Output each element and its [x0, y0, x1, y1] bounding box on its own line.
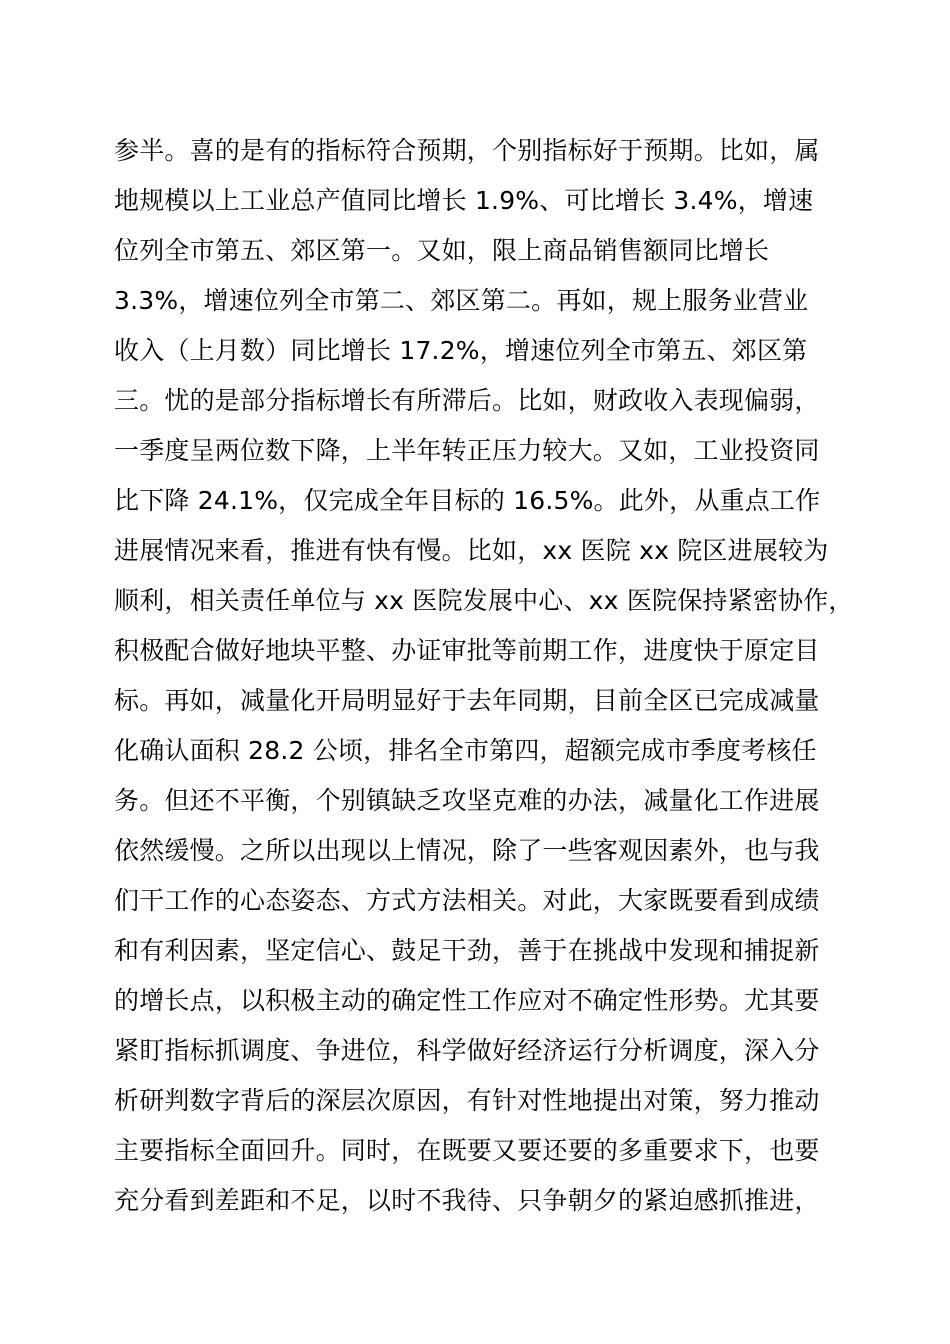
text-line: 紧盯指标抓调度、争进位，科学做好经济运行分析调度，深入分: [114, 1036, 820, 1065]
text-line: 位列全市第五、郊区第一。又如，限上商品销售额同比增长: [114, 236, 770, 265]
text-line: 析研判数字背后的深层次原因，有针对性地提出对策，努力推动: [114, 1086, 820, 1115]
text-line: 3.3%，增速位列全市第二、郊区第二。再如，规上服务业营业: [114, 286, 809, 315]
text-line: 充分看到差距和不足，以时不我待、只争朝夕的紧迫感抓推进，: [114, 1186, 820, 1215]
text-line: 参半。喜的是有的指标符合预期，个别指标好于预期。比如，属: [114, 136, 820, 165]
text-line: 的增长点，以积极主动的确定性工作应对不确定性形势。尤其要: [114, 986, 820, 1015]
text-line: 务。但还不平衡，个别镇缺乏攻坚克难的办法，减量化工作进展: [114, 786, 820, 815]
text-line: 们干工作的心态姿态、方式方法相关。对此，大家既要看到成绩: [114, 886, 820, 915]
text-line: 一季度呈两位数下降，上半年转正压力较大。又如，工业投资同: [114, 436, 820, 465]
text-line: 积极配合做好地块平整、办证审批等前期工作，进度快于原定目: [114, 636, 820, 665]
text-line: 收入（上月数）同比增长 17.2%，增速位列全市第五、郊区第: [114, 336, 808, 365]
text-line: 顺利，相关责任单位与 xx 医院发展中心、xx 医院保持紧密协作，: [114, 586, 854, 615]
text-line: 三。忧的是部分指标增长有所滞后。比如，财政收入表现偏弱，: [114, 386, 820, 415]
text-line: 比下降 24.1%，仅完成全年目标的 16.5%。此外，从重点工作: [114, 486, 821, 515]
text-line: 主要指标全面回升。同时，在既要又要还要的多重要求下，也要: [114, 1136, 820, 1165]
body-text: [114, 126, 874, 1226]
text-line: 和有利因素，坚定信心、鼓足干劲，善于在挑战中发现和捕捉新: [114, 936, 820, 965]
text-line: 化确认面积 28.2 公顷，排名全市第四，超额完成市季度考核任: [114, 736, 817, 765]
text-line: 标。再如，减量化开局明显好于去年同期，目前全区已完成减量: [114, 686, 820, 715]
text-line: 地规模以上工业总产值同比增长 1.9%、可比增长 3.4%，增速: [114, 186, 814, 215]
text-line: 依然缓慢。之所以出现以上情况，除了一些客观因素外，也与我: [114, 836, 820, 865]
text-line: 进展情况来看，推进有快有慢。比如，xx 医院 xx 院区进展较为: [114, 536, 829, 565]
